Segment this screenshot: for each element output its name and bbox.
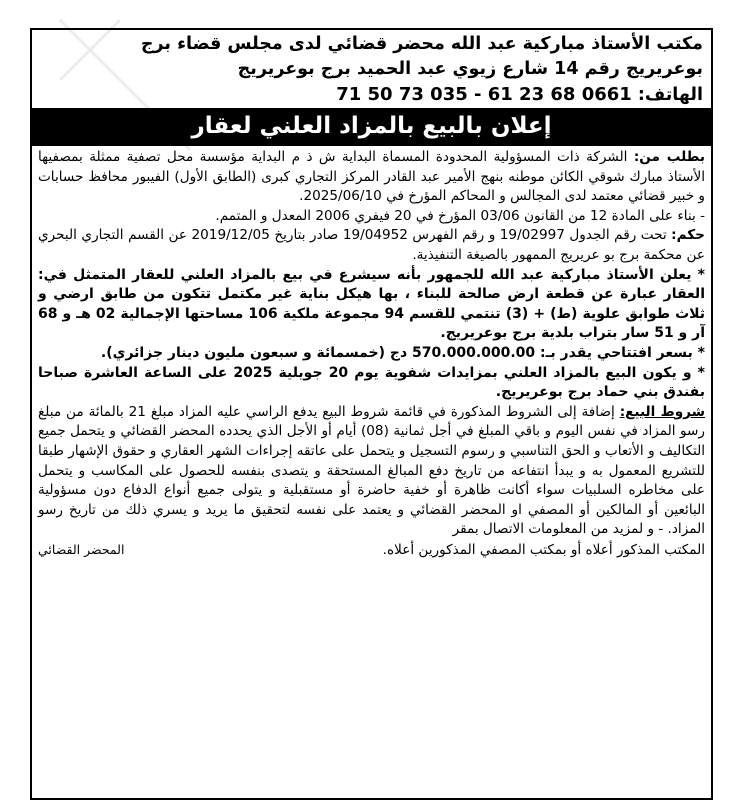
office-header [32, 30, 711, 108]
announcement-title: إعلان بالبيع بالمزاد العلني لعقار [32, 108, 711, 146]
phone-line [40, 82, 703, 108]
judgment-label: حكم: [671, 227, 705, 244]
property-paragraph: * يعلن الأستاذ مباركية عبد الله للجمهور بأنه سيشرع في بيع بالمزاد العلني للعقار المتمثل في: العقار عبارة عن قطعة ارض صالحة للبناء ، بها هيكل بناية غير مكتمل تتكون من طابق ارضي و ثلاث طوابق علوية (ط) + (3) تنتمي للقسم 94 مجموعة ملكية 106 مساحتها الإجمالية 02 هـ و 68 آر و 51 سار بتراب بلدية برج بوعريريج. [38, 266, 706, 342]
price-paragraph: * بسعر افتتاحي يقدر بـ: 570.000.000.00 دج (خمسمائة و سبعون مليون دينار جزائري). [100, 344, 705, 361]
legal-basis-paragraph: - بناء على المادة 12 من القانون 03/06 المؤرخ في 20 فيفري 2006 المعدل و المتمم. [215, 207, 705, 224]
announcement-frame [30, 28, 713, 800]
requester-text: الشركة ذات المسؤولية المحدودة المسماة البداية ش ذ م البداية مؤسسة محل تصفية ممثلة بمصفيها الأستاذ مبارك شوقي الكائن موطنه بنهج الأمير عبد القادر المركز التجاري كبرى (الطابق الأول) الفيبور محافظ حسابات و خبير قضائي معتمد لدى المجالس و المحاكم المؤرخ في 2025/06/10. [38, 149, 705, 205]
office-line-2: بوعريريج رقم 14 شارع زيوي عبد الحميد برج بوعريريج [237, 59, 703, 79]
closing-text: المكتب المذكور أعلاه أو بمكتب المصفي المذكورين أعلاه. [382, 541, 705, 558]
conditions-label: شروط البيع: [619, 403, 705, 420]
conditions-text: إضافة إلى الشروط المذكورة في قائمة شروط البيع يدفع الراسي عليه المزاد مبلغ 21 بالمائة من مبلغ رسو المزاد في نفس اليوم و باقي المبلغ في أجل ثمانية (08) أيام أو الأجل الذي يحدده المحضر القضائي و يتحمل جميع التكاليف و الأتعاب و الحق التناسبي و رسوم التسجيل و يتحمل على عاتقه إجراءات الشهر العقاري و حقوق الإشهار طبقا للتشريع المعمول به و يبدأ انتفاعه من تاريخ دفع المبالغ المستحقة و يتصدى بنفسه للحصول على المكاسب و يتحمل على مخاطره السلبيات سواء أكانت ظاهرة أو خفية حاضرة أو مستقبلية و يتولى جميع أنواع الدفاع دون مسؤولية البائعين أو المالكين أو المصفي او المحضر القضائي و يعتمد على نفسه لتحقيق ما يريد و يسري ذلك من تاريخ رسو المزاد. - و لمزيد من المعلومات الاتصال بمقر [38, 403, 705, 538]
requester-label: بطلب من: [633, 149, 706, 165]
auction-date-paragraph: * و يكون البيع بالمزاد العلني بمزايدات شفوية يوم 20 جويلية 2025 على الساعة العاشرة صباحا بفندق بني حماد برج بوعريريج. [38, 364, 705, 401]
closing-line [38, 540, 705, 561]
conditions-paragraph [38, 403, 705, 540]
office-line-1: مكتب الأستاذ مباركية عبد الله محضر قضائي لدى مجلس قضاء برج [140, 34, 703, 54]
judgment-paragraph [38, 226, 705, 265]
announcement-body [32, 146, 711, 560]
requester-paragraph [38, 148, 705, 207]
phone-label: الهاتف: [637, 85, 703, 105]
signature: المحضر القضائي [38, 541, 125, 557]
phone-numbers: 71 50 73 035 - 61 23 68 0661 [336, 84, 632, 105]
judgment-text: تحت رقم الجدول 19/02997 و رقم الفهرس 19/04952 صادر بتاريخ 2019/12/05 عن القسم التجاري البحري عن محكمة برج بو عريريج الممهور بالصيغة التنفيذية. [38, 227, 705, 263]
